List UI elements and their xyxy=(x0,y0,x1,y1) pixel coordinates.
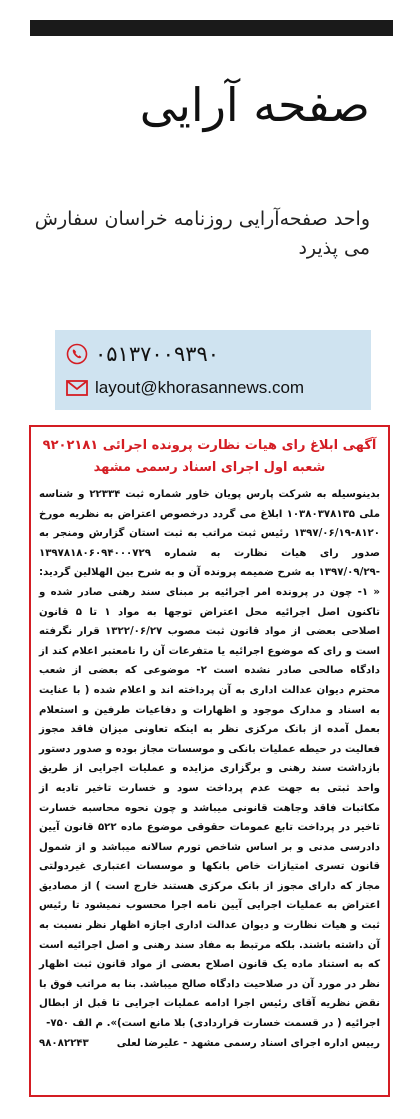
page-title: صفحه آرایی xyxy=(139,78,370,132)
legal-notice xyxy=(29,425,390,1097)
contact-box xyxy=(55,330,371,410)
ad-subtitle: واحد صفحه‌آرایی روزنامه خراسان سفارش می پذیرد xyxy=(34,208,370,259)
notice-signature xyxy=(31,1034,388,1053)
notice-code: ۹۸۰۸۲۲۴۳ xyxy=(39,1037,89,1049)
notice-heading-line-2: شعبه اول اجرای اسناد رسمی مشهد xyxy=(93,460,326,475)
notice-heading-line-1: آگهی ابلاغ رای هیات نظارت پرونده اجرائی ۹۲۰۲۱۸۱ xyxy=(42,438,377,453)
email-row[interactable] xyxy=(65,376,304,400)
notice-body: بدینوسیله به شرکت پارس پویان خاور شماره ثبت ۲۲۳۳۴ و شناسه ملی ۱۰۳۸۰۳۷۸۱۳۵ ابلاغ می گردد درخصوص اعتراض به نظریه مورخ ۸۱۲۰-۱۳۹۷/۰۶/۱۹ رئیس ثبت مراتب به ثبت استان گزارش ومنجر به صدور رای هیات نظارت به شماره ۱۳۹۷۸۱۸۰۶۰۹۴۰۰۰۷۲۹ -۱۳۹۷/۰۹/۲۹ به شرح ضمیمه پرونده آن و به شرح بین الهلالین گردید: « ۱- چون در پرونده امر اجرائیه بر مبنای سند رهنی صادر شده و تاکنون اصل اجرائیه محل اعتراض توجها به مواد ۱ تا ۵ قانون اصلاحی بعضی از مواد قانون ثبت مصوب ۱۳۲۲/۰۶/۲۷ قرار نگرفته است و رای که موضوع اجرائیه یا متفرعات آن را نامعتبر اعلام کند از دادگاه صالحی صادر نشده است ۲- موضوعی که بعضی از شعب محترم دیوان عدالت اداری به آن پرداخته اند و اعلام شده ( با عنایت به اسناد و مدارک موجود و اظهارات و دفاعیات طرفین و استعلام بعمل آمده از بانک مرکزی نظر به اینکه تعاونی میزان فاقد مجوز فعالیت در حیطه عملیات بانکی و موسسات مجاز بوده و صدور دستور بازداشت سند رهنی و برگزاری مزایده و عملیات اجرایی از طریق واحد ثبتی به جهت عدم پرداخت سود و خسارت تاخیر تادیه از مکاتبات فاقد وجاهت قانونی میباشد و چون نحوه محاسبه خسارت تاخیر در پرداخت تابع عمومات حقوقی موضوع ماده ۵۲۲ قانون آیین دادرسی مدنی و بر اساس شاخص تورم سالانه میباشد و از شمول قانون تسری امتیازات خاص بانکها و موسسات اعتباری غیردولتی مجاز که دارای مجوز از بانک مرکزی هستند خارج است ) از مصادیق اعتراض به عملیات اجرایی آیین نامه اجرا محسوب نمیشود تا رئیس ثبت و هیات نظارت و دیوان عدالت اداری اجازه اظهار نظر نسبت به آن داشته باشند. بلکه مرتبط به مفاد سند رهنی و اصل اجرائیه است که به استناد ماده یک قانون اصلاح بعضی از مواد قانون ثبت اظهار نظر در مورد آن در صلاحیت دادگاه صالح میباشد. بنا به مراتب فوق با نقض نظریه آقای رئیس اجرا ادامه عملیات اجرایی تا قبل از ابطال اجرائیه ( در قسمت خسارت قراردادی) بلا مانع است)». م الف ۷۵۰- xyxy=(39,489,381,1030)
phone-number: ۰۵۱۳۷۰۰۹۳۹۰ xyxy=(95,342,220,366)
envelope-icon xyxy=(65,376,89,400)
signature-text: رییس اداره اجرای اسناد رسمی مشهد - علیرضا لعلی xyxy=(116,1037,380,1049)
notice-heading xyxy=(31,427,388,479)
email-address: layout@khorasannews.com xyxy=(95,378,305,397)
header-bar xyxy=(30,20,393,36)
phone-icon xyxy=(65,342,89,366)
phone-row[interactable] xyxy=(65,342,219,366)
